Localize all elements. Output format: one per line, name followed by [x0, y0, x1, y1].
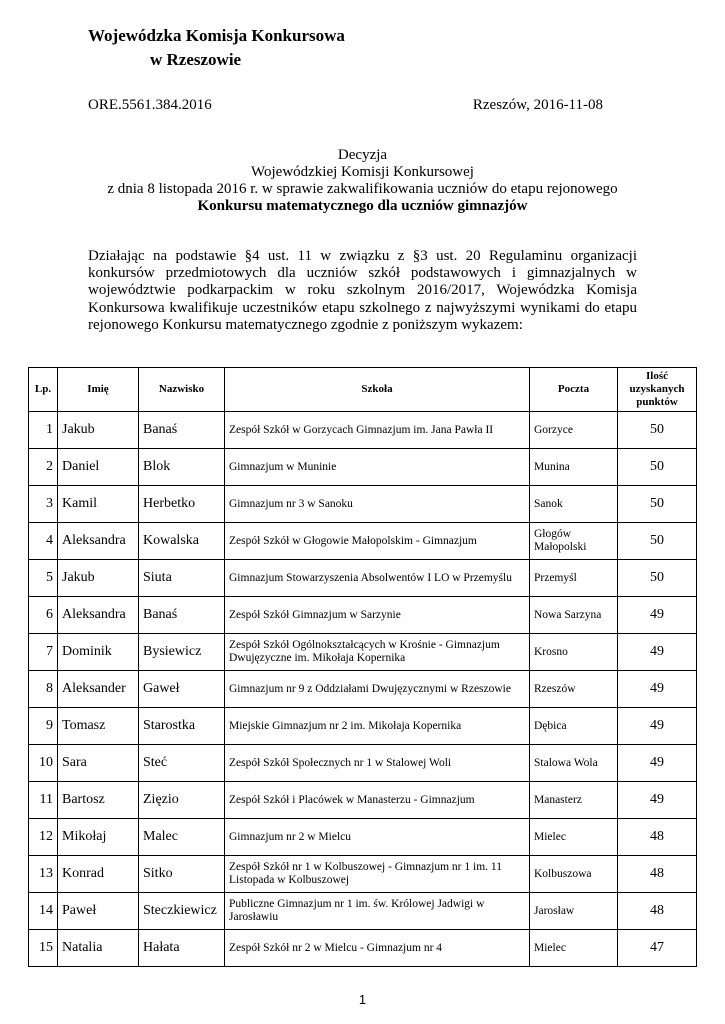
- cell-post: Mielec: [530, 819, 618, 856]
- cell-surname: Kowalska: [139, 523, 225, 560]
- cell-lp: 10: [29, 745, 58, 782]
- cell-school: Zespół Szkół w Głogowie Małopolskim - Gimnazjum: [225, 523, 530, 560]
- table-row: [29, 486, 697, 523]
- cell-post: Mielec: [530, 930, 618, 967]
- cell-school: Zespół Szkół Ogólnokształcących w Krośnie - Gimnazjum Dwujęzyczne im. Mikołaja Kopernika: [225, 634, 530, 671]
- header-points: Ilość uzyskanych punktów: [618, 368, 697, 412]
- table-body: [29, 412, 697, 967]
- decision-title: Decyzja: [337, 147, 388, 163]
- place-date: Rzeszów, 2016-11-08: [472, 97, 603, 113]
- cell-first-name: Sara: [58, 745, 139, 782]
- table-row: [29, 597, 697, 634]
- cell-post: Kolbuszowa: [530, 856, 618, 893]
- table-row: [29, 634, 697, 671]
- cell-school: Zespół Szkół i Placówek w Manasterzu - Gimnazjum: [225, 782, 530, 819]
- organization-name: Wojewódzka Komisja Konkursowa: [88, 26, 345, 45]
- header-surname: Nazwisko: [139, 368, 225, 412]
- page-number: 1: [358, 992, 367, 1007]
- cell-lp: 9: [29, 708, 58, 745]
- cell-lp: 7: [29, 634, 58, 671]
- cell-lp: 4: [29, 523, 58, 560]
- cell-post: Munina: [530, 449, 618, 486]
- cell-first-name: Mikołaj: [58, 819, 139, 856]
- cell-points: 48: [618, 856, 697, 893]
- table-row: [29, 782, 697, 819]
- cell-surname: Banaś: [139, 412, 225, 449]
- cell-points: 50: [618, 523, 697, 560]
- organization-title: [88, 24, 345, 72]
- cell-first-name: Daniel: [58, 449, 139, 486]
- decision-contest-name: Konkursu matematycznego dla uczniów gimnazjów: [197, 198, 528, 214]
- cell-post: Dębica: [530, 708, 618, 745]
- cell-lp: 11: [29, 782, 58, 819]
- cell-lp: 5: [29, 560, 58, 597]
- cell-school: Miejskie Gimnazjum nr 2 im. Mikołaja Kopernika: [225, 708, 530, 745]
- reference-number: ORE.5561.384.2016: [88, 97, 212, 113]
- cell-school: Publiczne Gimnazjum nr 1 im. św. Królowej Jadwigi w Jarosławiu: [225, 893, 530, 930]
- cell-school: Zespół Szkół w Gorzycach Gimnazjum im. Jana Pawła II: [225, 412, 530, 449]
- cell-lp: 6: [29, 597, 58, 634]
- cell-lp: 2: [29, 449, 58, 486]
- table-row: [29, 856, 697, 893]
- cell-first-name: Konrad: [58, 856, 139, 893]
- cell-points: 49: [618, 782, 697, 819]
- decision-subject: z dnia 8 listopada 2016 r. w sprawie zakwalifikowania uczniów do etapu rejonowego: [107, 181, 618, 197]
- cell-post: Krosno: [530, 634, 618, 671]
- cell-lp: 12: [29, 819, 58, 856]
- cell-surname: Steczkiewicz: [139, 893, 225, 930]
- cell-first-name: Natalia: [58, 930, 139, 967]
- cell-school: Zespół Szkół Gimnazjum w Sarzynie: [225, 597, 530, 634]
- cell-first-name: Jakub: [58, 412, 139, 449]
- table-row: [29, 930, 697, 967]
- cell-points: 47: [618, 930, 697, 967]
- table-row: [29, 893, 697, 930]
- table-row: [29, 560, 697, 597]
- cell-post: Gorzyce: [530, 412, 618, 449]
- cell-lp: 13: [29, 856, 58, 893]
- cell-points: 49: [618, 745, 697, 782]
- cell-surname: Hałata: [139, 930, 225, 967]
- table-row: [29, 449, 697, 486]
- cell-points: 48: [618, 893, 697, 930]
- cell-first-name: Bartosz: [58, 782, 139, 819]
- cell-points: 49: [618, 634, 697, 671]
- cell-lp: 14: [29, 893, 58, 930]
- cell-surname: Gaweł: [139, 671, 225, 708]
- cell-surname: Steć: [139, 745, 225, 782]
- cell-surname: Starostka: [139, 708, 225, 745]
- cell-post: Sanok: [530, 486, 618, 523]
- header-post: Poczta: [530, 368, 618, 412]
- cell-school: Gimnazjum nr 2 w Mielcu: [225, 819, 530, 856]
- cell-first-name: Paweł: [58, 893, 139, 930]
- cell-first-name: Aleksandra: [58, 523, 139, 560]
- cell-surname: Bysiewicz: [139, 634, 225, 671]
- table-row: [29, 412, 697, 449]
- cell-post: Rzeszów: [530, 671, 618, 708]
- cell-school: Zespół Szkół Społecznych nr 1 w Stalowej Woli: [225, 745, 530, 782]
- cell-surname: Herbetko: [139, 486, 225, 523]
- cell-post: Przemyśl: [530, 560, 618, 597]
- cell-lp: 15: [29, 930, 58, 967]
- decision-issuer: Wojewódzkiej Komisji Konkursowej: [251, 164, 474, 180]
- cell-first-name: Aleksander: [58, 671, 139, 708]
- cell-first-name: Jakub: [58, 560, 139, 597]
- organization-city: w Rzeszowie: [150, 50, 242, 69]
- table-row: [29, 671, 697, 708]
- cell-school: Zespół Szkół nr 1 w Kolbuszowej - Gimnazjum nr 1 im. 11 Listopada w Kolbuszowej: [225, 856, 530, 893]
- cell-school: Gimnazjum w Muninie: [225, 449, 530, 486]
- cell-lp: 8: [29, 671, 58, 708]
- cell-school: Gimnazjum nr 3 w Sanoku: [225, 486, 530, 523]
- cell-post: Głogów Małopolski: [530, 523, 618, 560]
- cell-first-name: Tomasz: [58, 708, 139, 745]
- cell-surname: Malec: [139, 819, 225, 856]
- table-row: [29, 708, 697, 745]
- cell-points: 49: [618, 597, 697, 634]
- cell-school: Gimnazjum Stowarzyszenia Absolwentów I LO w Przemyślu: [225, 560, 530, 597]
- cell-post: Nowa Sarzyna: [530, 597, 618, 634]
- cell-post: Jarosław: [530, 893, 618, 930]
- cell-points: 50: [618, 449, 697, 486]
- qualified-students-table: [28, 367, 697, 967]
- cell-points: 50: [618, 560, 697, 597]
- cell-points: 50: [618, 412, 697, 449]
- cell-lp: 3: [29, 486, 58, 523]
- cell-surname: Blok: [139, 449, 225, 486]
- cell-points: 50: [618, 486, 697, 523]
- header-lp: Lp.: [29, 368, 58, 412]
- cell-points: 49: [618, 671, 697, 708]
- cell-surname: Banaś: [139, 597, 225, 634]
- cell-surname: Zięzio: [139, 782, 225, 819]
- cell-lp: 1: [29, 412, 58, 449]
- cell-points: 48: [618, 819, 697, 856]
- body-paragraph: Działając na podstawie §4 ust. 11 w związku z §3 ust. 20 Regulaminu organizacji konkursów przedmiotowych dla uczniów szkół podstawowych i gimnazjalnych w województwie podkarpackim w roku szkolnym 2016/2017, Wojewódzka Komisja Konkursowa kwalifikuje uczestników etapu szkolnego z najwyższymi wynikami do etapu rejonowego Konkursu matematycznego zgodnie z poniższym wykazem:: [88, 248, 637, 333]
- table-header-row: [29, 368, 697, 412]
- cell-points: 49: [618, 708, 697, 745]
- cell-first-name: Aleksandra: [58, 597, 139, 634]
- cell-post: Stalowa Wola: [530, 745, 618, 782]
- header-school: Szkoła: [225, 368, 530, 412]
- cell-surname: Siuta: [139, 560, 225, 597]
- decision-heading: [88, 147, 637, 215]
- cell-first-name: Dominik: [58, 634, 139, 671]
- table-row: [29, 819, 697, 856]
- cell-school: Zespół Szkół nr 2 w Mielcu - Gimnazjum nr 4: [225, 930, 530, 967]
- table-row: [29, 523, 697, 560]
- cell-first-name: Kamil: [58, 486, 139, 523]
- table-row: [29, 745, 697, 782]
- header-first-name: Imię: [58, 368, 139, 412]
- cell-post: Manasterz: [530, 782, 618, 819]
- cell-school: Gimnazjum nr 9 z Oddziałami Dwujęzycznymi w Rzeszowie: [225, 671, 530, 708]
- cell-surname: Sitko: [139, 856, 225, 893]
